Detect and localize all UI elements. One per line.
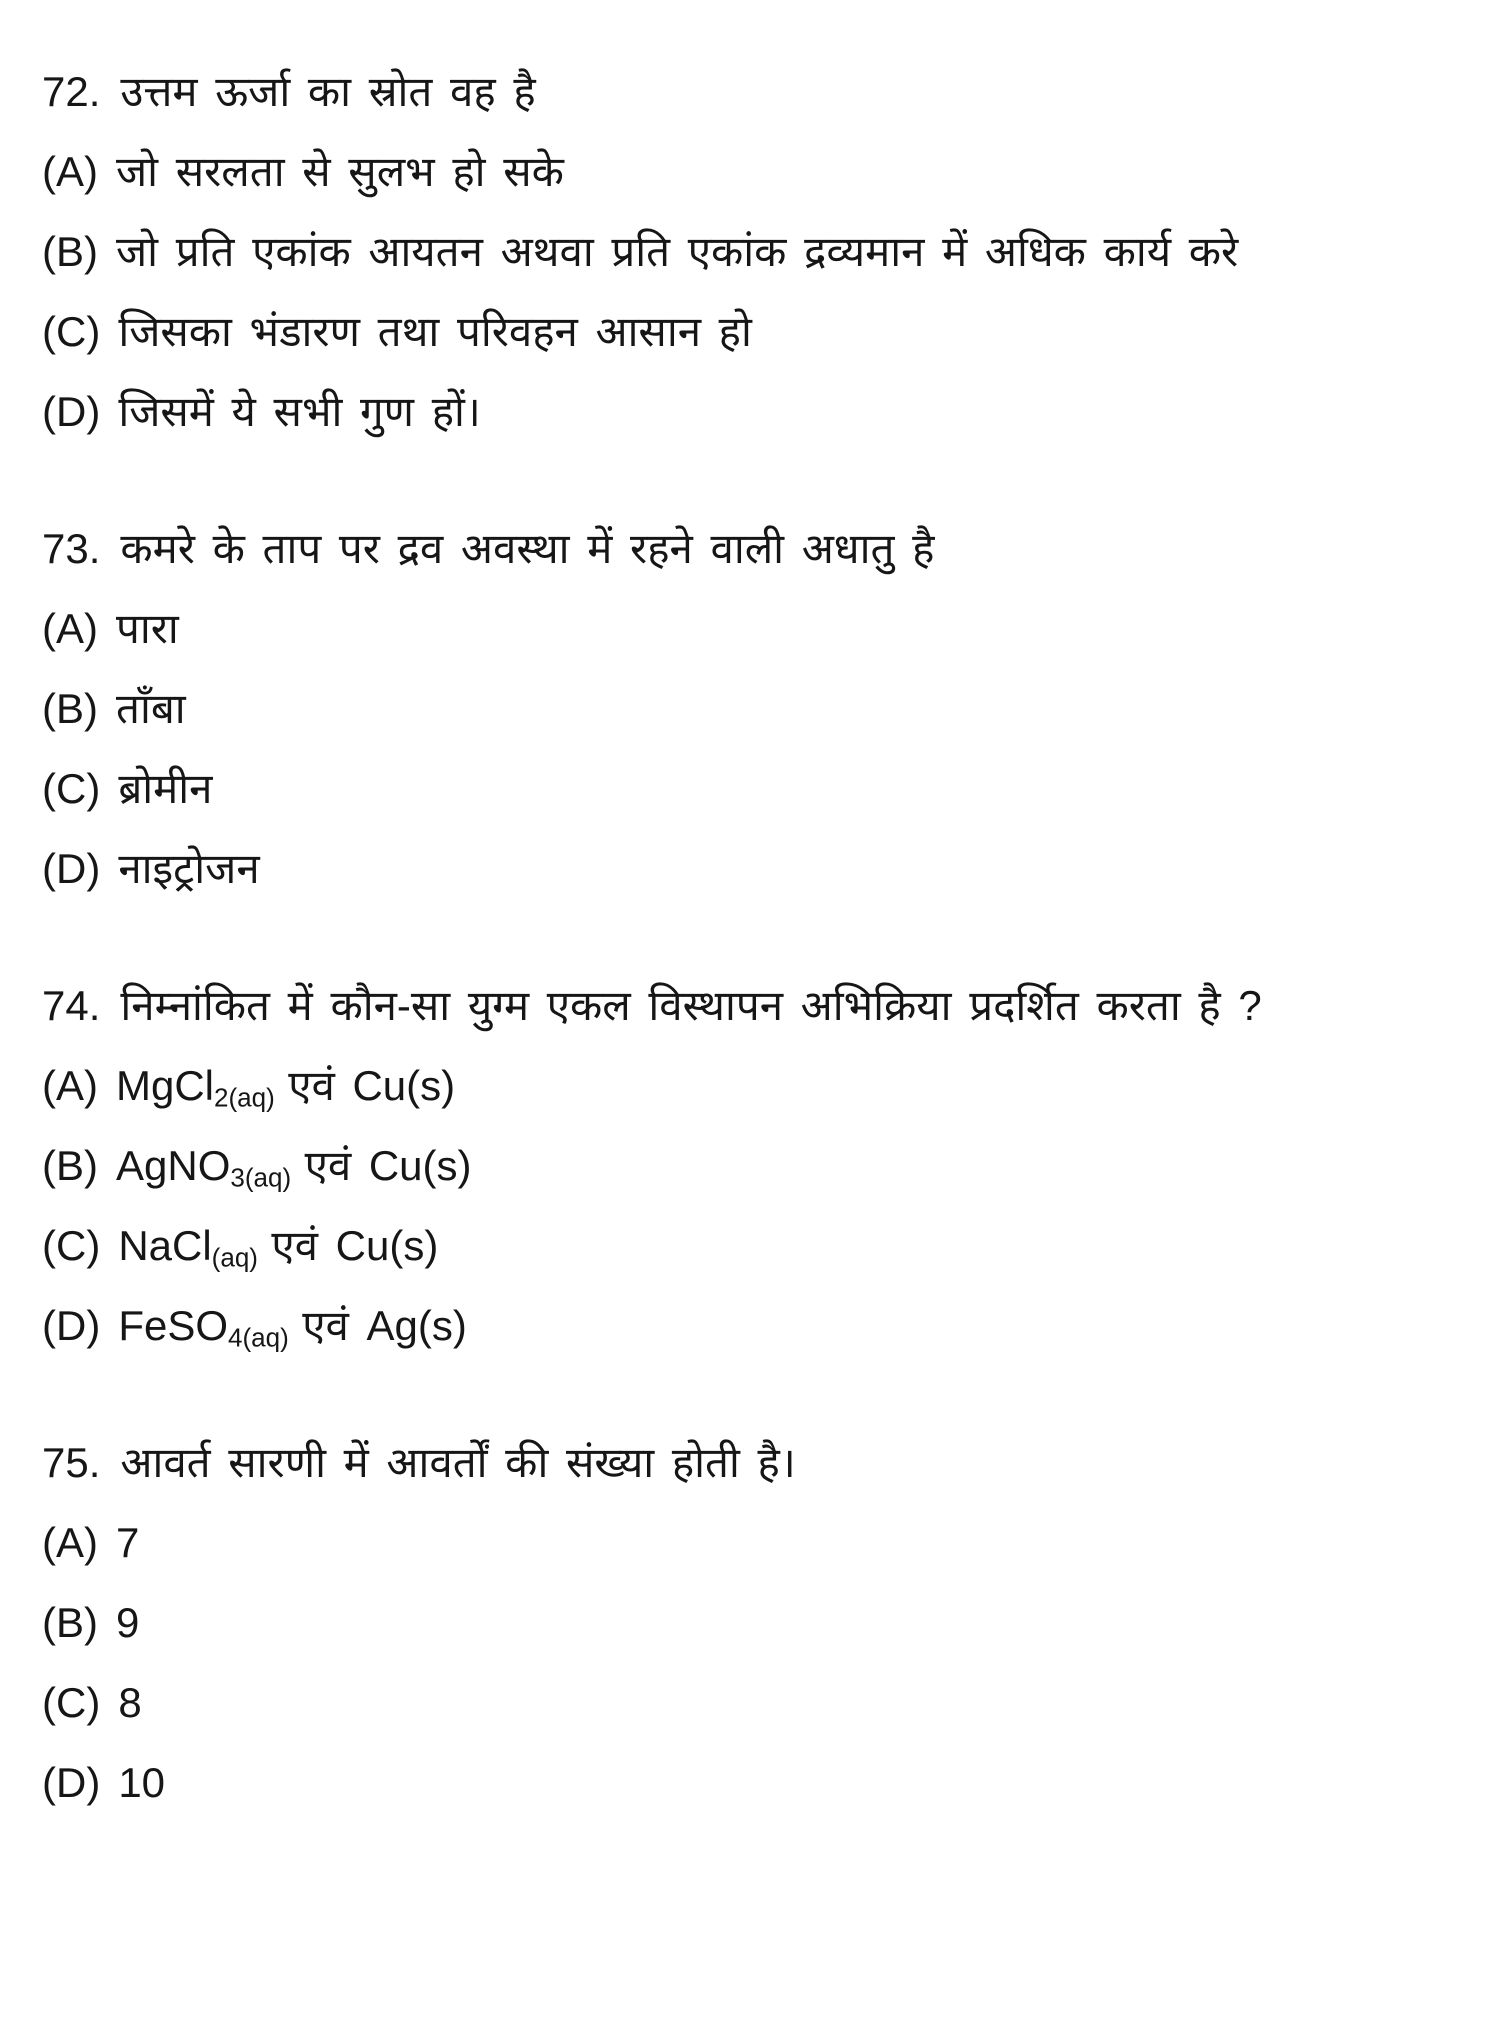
question-number: 72.: [42, 68, 101, 115]
formula-main: NaCl: [118, 1222, 212, 1269]
option-label: (D): [42, 388, 101, 435]
question-text: कमरे के ताप पर द्रव अवस्था में रहने वाली अधातु है: [120, 525, 935, 572]
question-number: 75.: [42, 1439, 101, 1486]
question-block-73: [42, 523, 1485, 895]
question-block-72: [42, 66, 1485, 438]
option-text: ब्रोमीन: [118, 765, 213, 812]
option-73-d: [42, 843, 1485, 895]
formula-main: MgCl: [116, 1062, 215, 1109]
option-text: जिसका भंडारण तथा परिवहन आसान हो: [118, 308, 752, 355]
option-text: जो प्रति एकांक आयतन अथवा प्रति एकांक द्रव्यमान में अधिक कार्य करे: [116, 228, 1239, 275]
option-75-d: [42, 1757, 1485, 1809]
option-text: 10: [118, 1759, 166, 1806]
option-label: (C): [42, 1222, 101, 1269]
option-text: पारा: [116, 605, 179, 652]
question-text: निम्नांकित में कौन-सा युग्म एकल विस्थापन अभिक्रिया प्रदर्शित करता है ?: [120, 982, 1262, 1029]
question-72: [42, 66, 1485, 118]
question-block-74: [42, 980, 1485, 1352]
option-formula: [116, 1060, 455, 1112]
option-73-b: [42, 683, 1485, 735]
option-label: (B): [42, 685, 98, 732]
option-label: (B): [42, 1599, 98, 1646]
option-label: (C): [42, 308, 101, 355]
formula-subscript: 4(aq): [228, 1322, 289, 1353]
option-label: (A): [42, 1062, 98, 1109]
option-text: ताँबा: [116, 685, 186, 732]
option-72-c: [42, 306, 1485, 358]
formula-rest: एवं Cu(s): [288, 1062, 456, 1109]
option-74-d: [42, 1300, 1485, 1352]
option-label: (B): [42, 1142, 98, 1189]
option-74-c: [42, 1220, 1485, 1272]
question-74: [42, 980, 1485, 1032]
option-text: नाइट्रोजन: [118, 845, 260, 892]
option-72-b: [42, 226, 1485, 278]
option-72-d: [42, 386, 1485, 438]
option-72-a: [42, 146, 1485, 198]
option-label: (C): [42, 1679, 101, 1726]
option-label: (B): [42, 228, 98, 275]
option-label: (A): [42, 148, 98, 195]
option-74-a: [42, 1060, 1485, 1112]
formula-rest: एवं Ag(s): [302, 1302, 467, 1349]
question-text: आवर्त सारणी में आवर्तों की संख्या होती है।: [120, 1439, 796, 1486]
formula-rest: एवं Cu(s): [304, 1142, 472, 1189]
option-label: (D): [42, 1759, 101, 1806]
option-formula: [118, 1220, 438, 1272]
option-label: (A): [42, 605, 98, 652]
option-74-b: [42, 1140, 1485, 1192]
option-formula: [116, 1140, 472, 1192]
formula-main: AgNO: [116, 1142, 231, 1189]
formula-rest: एवं Cu(s): [271, 1222, 439, 1269]
option-label: (A): [42, 1519, 98, 1566]
option-73-a: [42, 603, 1485, 655]
question-text: उत्तम ऊर्जा का स्रोत वह है: [120, 68, 536, 115]
option-formula: [118, 1300, 467, 1352]
option-text: 7: [116, 1519, 140, 1566]
option-label: (C): [42, 765, 101, 812]
question-number: 74.: [42, 982, 101, 1029]
question-number: 73.: [42, 525, 101, 572]
option-label: (D): [42, 1302, 101, 1349]
option-text: जो सरलता से सुलभ हो सके: [116, 148, 564, 195]
option-label: (D): [42, 845, 101, 892]
formula-main: FeSO: [118, 1302, 229, 1349]
question-75: [42, 1437, 1485, 1489]
option-text: 9: [116, 1599, 140, 1646]
formula-subscript: (aq): [211, 1242, 258, 1273]
formula-subscript: 3(aq): [230, 1162, 292, 1193]
formula-subscript: 2(aq): [214, 1082, 275, 1113]
option-75-a: [42, 1517, 1485, 1569]
option-text: 8: [118, 1679, 142, 1726]
option-text: जिसमें ये सभी गुण हों।: [118, 388, 481, 435]
question-73: [42, 523, 1485, 575]
question-block-75: [42, 1437, 1485, 1809]
option-75-b: [42, 1597, 1485, 1649]
option-73-c: [42, 763, 1485, 815]
option-75-c: [42, 1677, 1485, 1729]
